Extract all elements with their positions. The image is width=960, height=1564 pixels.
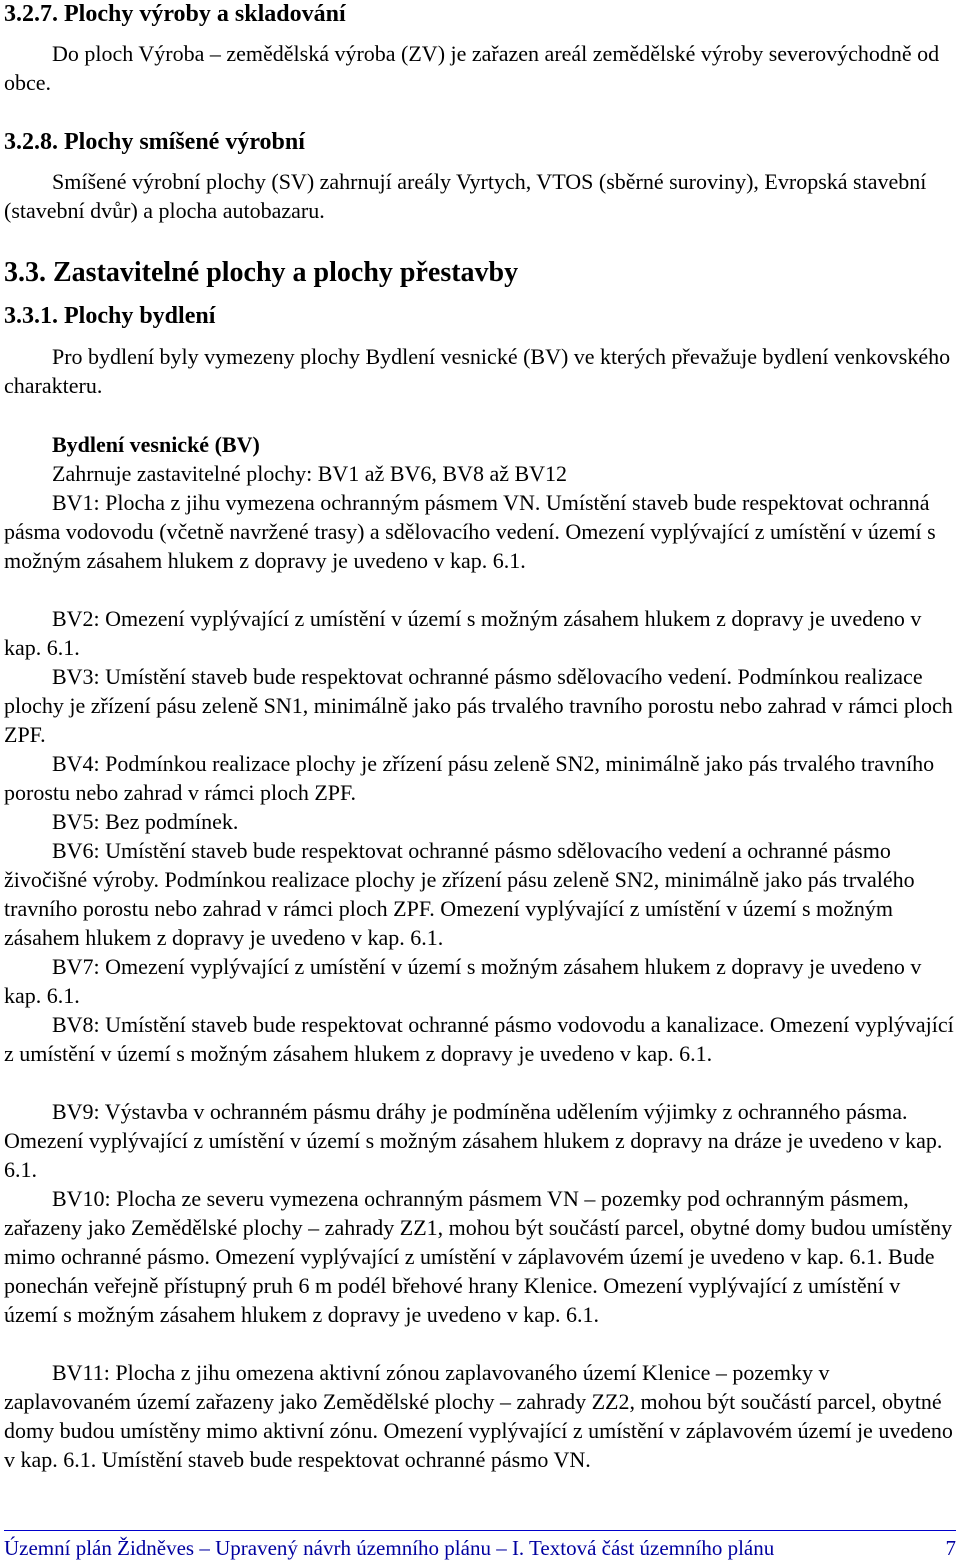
bv-item-6: BV6: Umístění staveb bude respektovat ochranné pásmo sdělovacího vedení a ochranné pásmo živočišné výroby. Podmínkou realizace plochy je zřízení pásu zeleně SN2, minimálně jako pás trvalého travního porostu nebo zahrad v rámci ploch ZPF. Omezení vyplývající z umístění v území s možným zásahem hlukem z dopravy je uvedeno v kap. 6.1. — [4, 838, 915, 951]
footer-title: Územní plán Židněves – Upravený návrh územního plánu – I. Textová část územního plánu — [4, 1536, 775, 1560]
bv-item-9: BV9: Výstavba v ochranném pásmu dráhy je podmíněna udělením výjimky z ochranného pásma. Omezení vyplývající z umístění v území s možným zásahem hlukem z dopravy na dráze je uvedeno v kap. 6.1. — [4, 1099, 943, 1183]
section-heading-327: 3.2.7. Plochy výroby a skladování — [4, 1, 346, 27]
page-number: 7 — [945, 1536, 956, 1560]
bv-heading: Bydlení vesnické (BV) — [52, 432, 260, 457]
bv-item-3: BV3: Umístění staveb bude respektovat ochranné pásmo sdělovacího vedení. Podmínkou realizace plochy je zřízení pásu zeleně SN1, minimálně jako pás trvalého travního porostu nebo zahrad v rámci ploch ZPF. — [4, 664, 953, 748]
bv-item-10: BV10: Plocha ze severu vymezena ochranným pásmem VN – pozemky pod ochranným pásmem, zařazeny jako Zemědělské plochy – zahrady ZZ1, mohou být součástí parcel, obytné domy budou umístěny mimo ochranné pásmo. Omezení vyplývající z umístění v záplavovém území je uvedeno v kap. 6.1. Bude ponechán veřejně přístupný pruh 6 m podél břehové hrany Klenice. Omezení vyplývající z umístění v území s možným zásahem hlukem z dopravy je uvedeno v kap. 6.1. — [4, 1186, 953, 1328]
paragraph-331: Pro bydlení byly vymezeny plochy Bydlení vesnické (BV) ve kterých převažuje bydlení venkovského charakteru. — [4, 344, 951, 399]
bv-item-1: BV1: Plocha z jihu vymezena ochranným pásmem VN. Umístění staveb bude respektovat ochranná pásma vodovodu (včetně navržené trasy) a sdělovacího vedení. Omezení vyplývající z umístění v území s možným zásahem hlukem z dopravy je uvedeno v kap. 6.1. — [4, 490, 936, 574]
paragraph-327: Do ploch Výroba – zemědělská výroba (ZV) je zařazen areál zemědělské výroby severovýchodně od obce. — [4, 41, 940, 96]
bv-intro: Zahrnuje zastavitelné plochy: BV1 až BV6, BV8 až BV12 — [52, 461, 568, 486]
section-heading-33: 3.3. Zastavitelné plochy a plochy přestavby — [4, 257, 519, 288]
bv-item-8: BV8: Umístění staveb bude respektovat ochranné pásmo vodovodu a kanalizace. Omezení vyplývající z umístění v území s možným zásahem hlukem z dopravy je uvedeno v kap. 6.1. — [4, 1012, 954, 1067]
page-footer — [4, 1530, 956, 1561]
section-heading-328: 3.2.8. Plochy smíšené výrobní — [4, 129, 305, 155]
bv-item-4: BV4: Podmínkou realizace plochy je zřízení pásu zeleně SN2, minimálně jako pás trvalého travního porostu nebo zahrad v rámci ploch ZPF. — [4, 751, 935, 806]
section-heading-331: 3.3.1. Plochy bydlení — [4, 303, 216, 329]
bv-item-11: BV11: Plocha z jihu omezena aktivní zónou zaplavovaného území Klenice – pozemky v zaplavovaném území zařazeny jako Zemědělské plochy – zahrady ZZ2, mohou být součástí parcel, obytné domy budou umístěny mimo aktivní zónu. Omezení vyplývající z umístění v záplavovém území je uvedeno v kap. 6.1. Umístění staveb bude respektovat ochranné pásmo VN. — [4, 1360, 953, 1473]
bv-item-7: BV7: Omezení vyplývající z umístění v území s možným zásahem hlukem z dopravy je uvedeno v kap. 6.1. — [4, 954, 922, 1009]
paragraph-328: Smíšené výrobní plochy (SV) zahrnují areály Vyrtych, VTOS (sběrné suroviny), Evropská stavební (stavební dvůr) a plocha autobazaru. — [4, 169, 927, 224]
bv-item-5: BV5: Bez podmínek. — [52, 809, 239, 834]
bv-item-2: BV2: Omezení vyplývající z umístění v území s možným zásahem hlukem z dopravy je uvedeno v kap. 6.1. — [4, 606, 922, 661]
